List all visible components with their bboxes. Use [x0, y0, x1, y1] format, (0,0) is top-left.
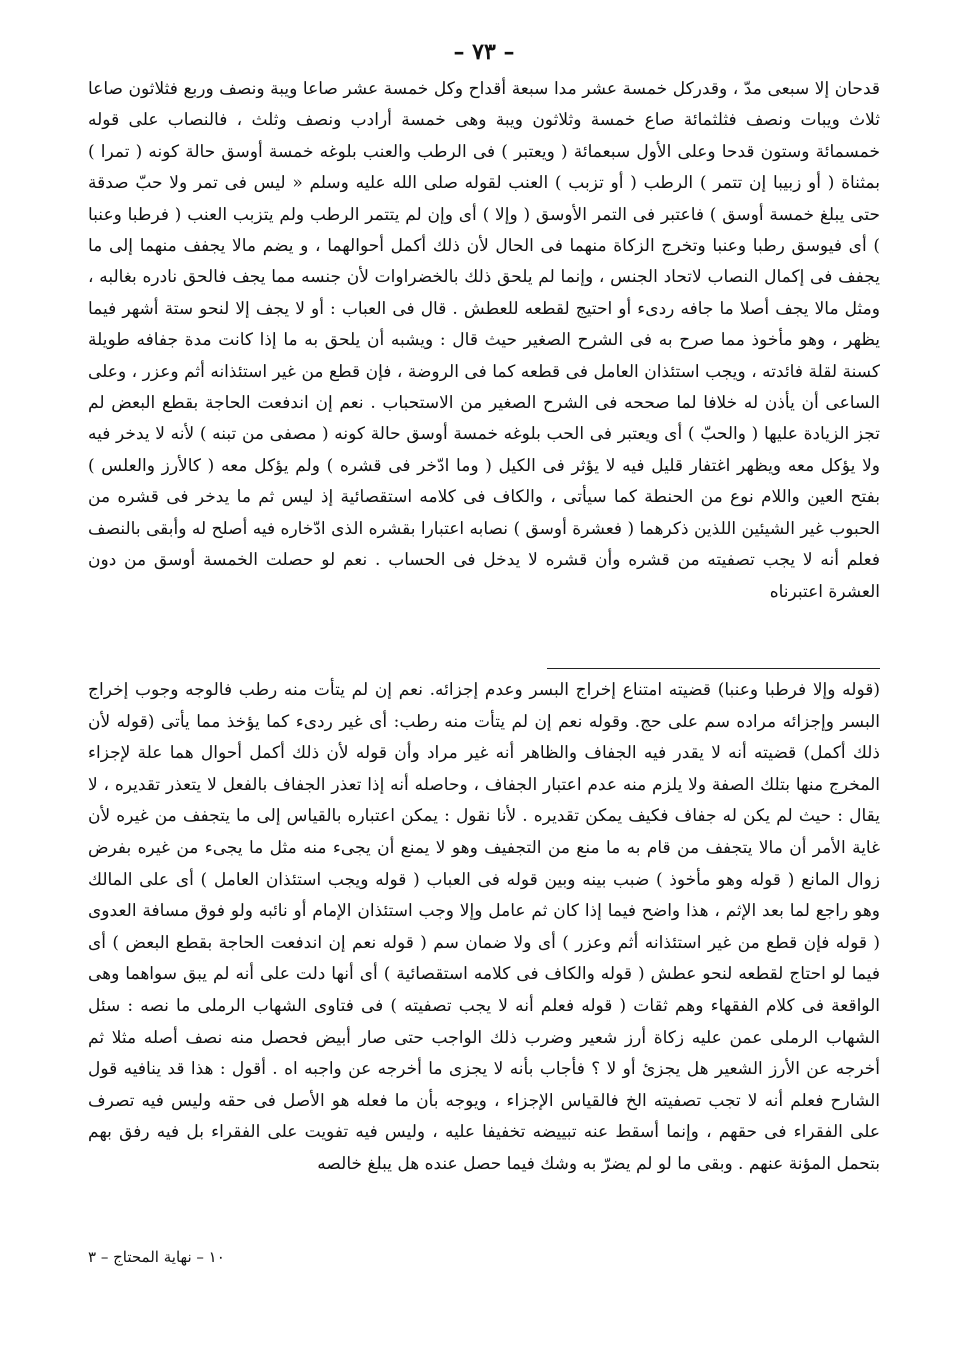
page-number: – ٧٣ – [453, 39, 515, 65]
footnote-text: (قوله وإلا فرطبا وعنبا) قضيته امتناع إخراج البسر وعدم إجزائه. نعم إن لم يتأت منه رطب فالوجه وجوب إخراج البسر وإجزائه مراده سم على حج. وقوله نعم إن لم يتأت منه رطب: أى غير ردىء كما يؤخذ مما يأتى (قوله لأن ذلك أكمل) قضيته أنه لا يقدر فيه الجفاف والظاهر أنه غير مراد وأن قوله لأن ذلك أكمل أحوال هما علة لإجزاء المخرج منها بتلك الصفة ولا يلزم منه عدم اعتبار الجفاف ، وحاصله أنه إذا تعذر الجفاف بالفعل لا يتعذر تقديره ، لا يقال : حيث لم يكن له جفاف فكيف يمكن تقديره . لأنا نقول : يمكن اعتباره بالقياس إلى ما يتجفف من غيره لأن غاية الأمر أن مالا يتجفف من قام به ما منع من التجفيف وهو لا يمنع أن يجىء منه مثل ما يجىء من غيره بفرض زوال المانع ( قوله وهو مأخوذ ) ضبب بينه وبين قوله فى العباب ( قوله ويجب استئذان العامل ) أى على المالك وهو راجع لما بعد الإثم ، هذا واضح فيما إذا كان ثم عامل وإلا وجب استئذان الإمام أو نائبه ولو فوق مسافة العدوى ( قوله فإن قطع من غير استئذانه أثم وعزر ) أى ولا ضمان سم ( قوله نعم إن اندفعت الحاجة بقطع البعض ) أى فيما لو احتاج لقطعه لنحو عطش ( قوله والكاف فى كلامه استقصائية ) أى أنها دلت على أنه لم يبق سواهما وهى الواقعة فى كلام الفقهاء وهم ثقات ( قوله فعلم أنه لا يجب تصفيته ) فى فتاوى الشهاب الرملى ما نصه : سئل الشهاب الرملى عمن عليه زكاة أرز شعير وضرب ذلك الواجب حتى صار أبيض فحصل منه نصف أصله مثلا ثم أخرجه عن الأرز الشعير هل يجزئ أو لا ؟ فأجاب بأنه لا يجزى ما أخرجه عن واجبه اه . أقول : هذا قد ينافيه قول الشارح فعلم أنه لا تجب تصفيته الخ فالقياس الإجزاء ، ويوجه بأن ما فعله هو الأصل فى حقه وليس فيه تصرف على الفقراء فى حقهم ، وإنما أسقط عنه تبييضه تخفيفا عليه ، وليس فيه تفويت على الفقراء بل فيه رفق بهم بتحمل المؤنة عنهم . وبقى ما لو لم يضرّ به وشك فيما حصل عنده هل يبلغ خالصه [88, 680, 880, 1174]
main-text: قدحان إلا سبعى مدّ ، وقدركل خمسة عشر مدا سبعة أقداح وكل خمسة عشر صاعا ويبة ونصف وربع فثلاثون صاعا ثلاث ويبات ونصف فثلثمائة صاع خمسة وثلاثون ويبة وهى خمسة أرادب ونصف وثلث ، فالنصاب على قوله خمسمائة وستون قدحا وعلى الأول سبعمائة ( ويعتبر ) فى الرطب والعنب بلوغه خمسة أوسق حالة كونه ( تمرا ) بمثناة ( أو زبيبا إن تتمر ) الرطب ( أو تزبب ) العنب لقوله صلى الله عليه وسلم « ليس فى تمر ولا حبّ صدقة حتى يبلغ خمسة أوسق ) فاعتبر فى التمر الأوسق ( وإلا ) أى وإن لم يتتمر الرطب ولم يتزبب العنب ( فرطبا وعنبا ) أى فيوسق رطبا وعنبا وتخرج الزكاة منهما فى الحال لأن ذلك أكمل أحوالهما ، و يضم مالا يجفف منهما إلى ما يجفف فى إكمال النصاب لاتحاد الجنس ، وإنما لم يلحق ذلك بالخضراوات لأن جنسه مما يجف فالحق نادره بغالبه ، ومثل مالا يجف أصلا ما جافه ردىء أو احتيج لقطعه للعطش . قال فى العباب : أو لا يجف إلا لنحو ستة أشهر فيما يظهر ، وهو مأخوذ مما صرح به فى الشرح الصغير حيث قال : ويشبه أن يلحق به ما إذا كانت مدة جفافه طويلة كسنة لقلة فائدته ، ويجب استئذان العامل فى قطعه كما فى الروضة ، فإن قطع من غير استئذانه أثم وعزر ، وعلى الساعى أن يأذن له خلافا لما صححه فى الشرح الصغير من الاستحباب . نعم إن اندفعت الحاجة بقطع البعض لم تجز الزيادة عليها ( والحبّ ) أى ويعتبر فى الحب بلوغه خمسة أوسق حالة كونه ( مصفى من تبنه ) لأنه لا يدخر فيه ولا يؤكل معه ويظهر اغتفار قليل فيه لا يؤثر فى الكيل ( وما ادّخر فى قشره ) ولم يؤكل معه ( كالأرز والعلس ) بفتح العين واللام نوع من الحنطة كما سيأتى ، والكاف فى كلامه استقصائية إذ ليس ثم ما يدخر فى قشره من الحبوب غير الشيئين اللذين ذكرهما ( فعشرة أوسق ) نصابه اعتبارا بقشره الذى ادّخاره فيه أصلح له وأبقى بالنصف فعلم أنه لا يجب تصفيته من قشره وأن قشره لا يدخل فى الحساب . نعم لو حصلت الخمسة أوسق من دون العشرة اعتبرناه [88, 79, 880, 602]
footer-signature: ١٠ – نهاية المحتاج – ٣ [88, 1248, 225, 1266]
footnote-divider [547, 668, 880, 669]
